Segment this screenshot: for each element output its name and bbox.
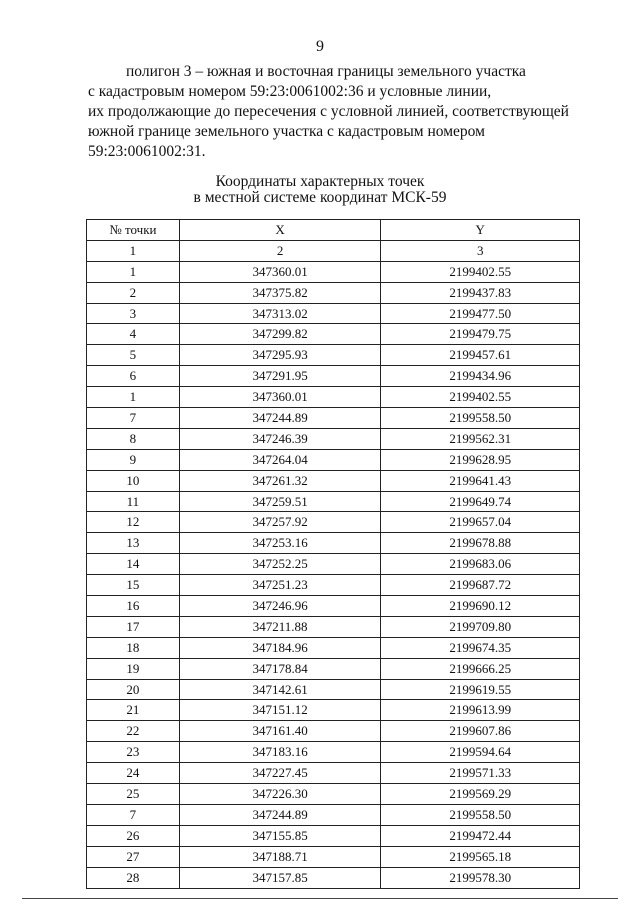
header-x: X — [179, 220, 381, 241]
point-number-cell: 17 — [87, 616, 180, 637]
y-cell: 2199641.43 — [381, 470, 580, 491]
intro-line-4: южной границе земельного участка с кадастровым номером — [88, 123, 485, 140]
point-number-cell: 24 — [87, 763, 180, 784]
x-cell: 347142.61 — [179, 679, 381, 700]
table-row — [87, 408, 580, 429]
x-cell: 347360.01 — [179, 261, 381, 282]
intro-line-1: полигон 3 – южная и восточная границы земельного участка — [126, 63, 526, 80]
point-number-cell: 2 — [87, 282, 180, 303]
table-row — [87, 825, 580, 846]
y-cell: 2199402.55 — [381, 261, 580, 282]
point-number-cell: 23 — [87, 742, 180, 763]
point-number-cell: 14 — [87, 554, 180, 575]
intro-line-3: их продолжающие до пересечения с условной линией, соответствующей — [88, 103, 569, 120]
y-cell: 2199558.50 — [381, 804, 580, 825]
table-row — [87, 470, 580, 491]
x-cell: 347251.23 — [179, 575, 381, 596]
table-title — [0, 174, 640, 206]
intro-paragraph — [88, 62, 581, 162]
x-cell: 347360.01 — [179, 387, 381, 408]
table-row — [87, 700, 580, 721]
y-cell: 2199479.75 — [381, 324, 580, 345]
point-number-cell: 18 — [87, 637, 180, 658]
point-number-cell: 26 — [87, 825, 180, 846]
point-number-cell: 7 — [87, 804, 180, 825]
y-cell: 2199687.72 — [381, 575, 580, 596]
table-row — [87, 804, 580, 825]
table-title-line-2: в местной системе координат МСК-59 — [193, 189, 447, 206]
table-row — [87, 784, 580, 805]
x-cell: 347226.30 — [179, 784, 381, 805]
table-row — [87, 512, 580, 533]
column-index-row — [87, 240, 580, 261]
intro-line-2: с кадастровым номером 59:23:0061002:36 и условные линии, — [88, 83, 492, 100]
table-row — [87, 637, 580, 658]
table-row — [87, 428, 580, 449]
y-cell: 2199666.25 — [381, 658, 580, 679]
header-point-number: № точки — [87, 220, 180, 241]
point-number-cell: 8 — [87, 428, 180, 449]
x-cell: 347246.96 — [179, 596, 381, 617]
table-row — [87, 867, 580, 888]
x-cell: 347183.16 — [179, 742, 381, 763]
table-row — [87, 763, 580, 784]
point-number-cell: 27 — [87, 846, 180, 867]
table-row — [87, 596, 580, 617]
point-number-cell: 1 — [87, 261, 180, 282]
x-cell: 347291.95 — [179, 366, 381, 387]
y-cell: 2199402.55 — [381, 387, 580, 408]
x-cell: 347257.92 — [179, 512, 381, 533]
y-cell: 2199657.04 — [381, 512, 580, 533]
point-number-cell: 5 — [87, 345, 180, 366]
x-cell: 347259.51 — [179, 491, 381, 512]
y-cell: 2199619.55 — [381, 679, 580, 700]
y-cell: 2199578.30 — [381, 867, 580, 888]
y-cell: 2199649.74 — [381, 491, 580, 512]
x-cell: 347299.82 — [179, 324, 381, 345]
point-number-cell: 16 — [87, 596, 180, 617]
table-row — [87, 533, 580, 554]
y-cell: 2199690.12 — [381, 596, 580, 617]
y-cell: 2199437.83 — [381, 282, 580, 303]
y-cell: 2199571.33 — [381, 763, 580, 784]
x-cell: 347253.16 — [179, 533, 381, 554]
y-cell: 2199607.86 — [381, 721, 580, 742]
point-number-cell: 15 — [87, 575, 180, 596]
point-number-cell: 10 — [87, 470, 180, 491]
y-cell: 2199434.96 — [381, 366, 580, 387]
table-row — [87, 575, 580, 596]
y-cell: 2199565.18 — [381, 846, 580, 867]
table-row — [87, 491, 580, 512]
index-cell-2: 2 — [179, 240, 381, 261]
point-number-cell: 1 — [87, 387, 180, 408]
x-cell: 347264.04 — [179, 449, 381, 470]
table-row — [87, 282, 580, 303]
table-row — [87, 303, 580, 324]
table-body — [87, 240, 580, 888]
x-cell: 347375.82 — [179, 282, 381, 303]
x-cell: 347188.71 — [179, 846, 381, 867]
x-cell: 347161.40 — [179, 721, 381, 742]
y-cell: 2199594.64 — [381, 742, 580, 763]
table-row — [87, 387, 580, 408]
table-row — [87, 449, 580, 470]
x-cell: 347211.88 — [179, 616, 381, 637]
table-row — [87, 366, 580, 387]
x-cell: 347252.25 — [179, 554, 381, 575]
point-number-cell: 3 — [87, 303, 180, 324]
point-number-cell: 19 — [87, 658, 180, 679]
y-cell: 2199457.61 — [381, 345, 580, 366]
coordinates-table — [86, 219, 580, 889]
table-row — [87, 261, 580, 282]
table-row — [87, 742, 580, 763]
point-number-cell: 21 — [87, 700, 180, 721]
table-title-line-1: Координаты характерных точек — [215, 173, 425, 190]
y-cell: 2199628.95 — [381, 449, 580, 470]
x-cell: 347295.93 — [179, 345, 381, 366]
y-cell: 2199683.06 — [381, 554, 580, 575]
point-number-cell: 28 — [87, 867, 180, 888]
table-row — [87, 679, 580, 700]
x-cell: 347151.12 — [179, 700, 381, 721]
y-cell: 2199569.29 — [381, 784, 580, 805]
x-cell: 347244.89 — [179, 408, 381, 429]
x-cell: 347227.45 — [179, 763, 381, 784]
x-cell: 347157.85 — [179, 867, 381, 888]
index-cell-1: 1 — [87, 240, 180, 261]
y-cell: 2199709.80 — [381, 616, 580, 637]
y-cell: 2199562.31 — [381, 428, 580, 449]
x-cell: 347246.39 — [179, 428, 381, 449]
x-cell: 347261.32 — [179, 470, 381, 491]
point-number-cell: 6 — [87, 366, 180, 387]
point-number-cell: 12 — [87, 512, 180, 533]
index-cell-3: 3 — [381, 240, 580, 261]
point-number-cell: 4 — [87, 324, 180, 345]
point-number-cell: 11 — [87, 491, 180, 512]
page-number: 9 — [316, 38, 324, 55]
y-cell: 2199613.99 — [381, 700, 580, 721]
y-cell: 2199678.88 — [381, 533, 580, 554]
point-number-cell: 25 — [87, 784, 180, 805]
table-row — [87, 554, 580, 575]
x-cell: 347178.84 — [179, 658, 381, 679]
point-number-cell: 22 — [87, 721, 180, 742]
x-cell: 347155.85 — [179, 825, 381, 846]
table-row — [87, 846, 580, 867]
x-cell: 347184.96 — [179, 637, 381, 658]
table-row — [87, 721, 580, 742]
x-cell: 347244.89 — [179, 804, 381, 825]
y-cell: 2199472.44 — [381, 825, 580, 846]
point-number-cell: 7 — [87, 408, 180, 429]
table-row — [87, 345, 580, 366]
header-y: Y — [381, 220, 580, 241]
intro-line-5: 59:23:0061002:31. — [88, 143, 206, 160]
y-cell: 2199558.50 — [381, 408, 580, 429]
point-number-cell: 9 — [87, 449, 180, 470]
bottom-rule — [22, 898, 618, 899]
x-cell: 347313.02 — [179, 303, 381, 324]
table-row — [87, 324, 580, 345]
y-cell: 2199477.50 — [381, 303, 580, 324]
table-row — [87, 616, 580, 637]
y-cell: 2199674.35 — [381, 637, 580, 658]
table-row — [87, 658, 580, 679]
point-number-cell: 13 — [87, 533, 180, 554]
point-number-cell: 20 — [87, 679, 180, 700]
table-header-row — [87, 220, 580, 241]
